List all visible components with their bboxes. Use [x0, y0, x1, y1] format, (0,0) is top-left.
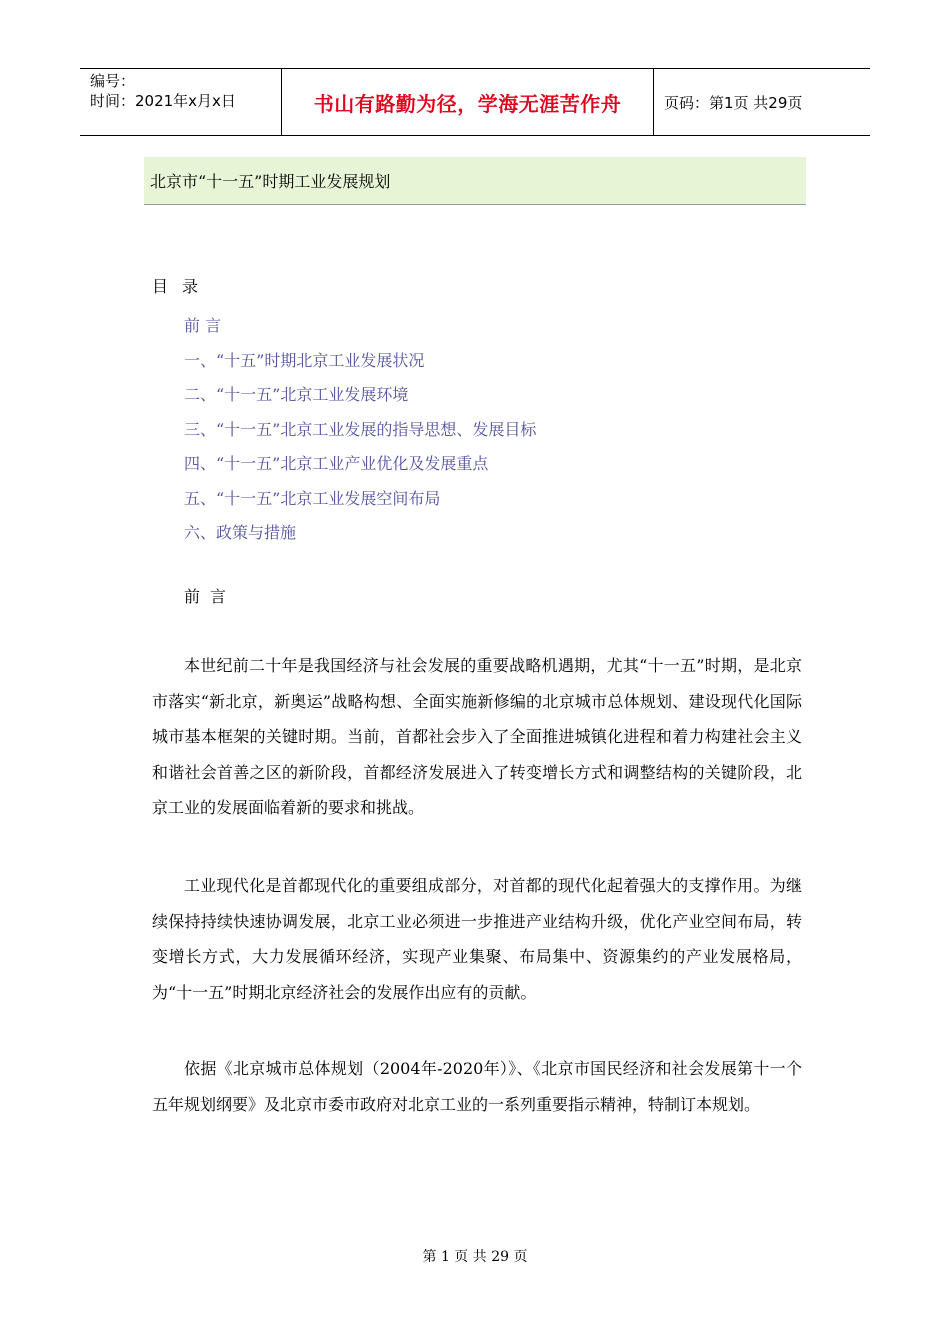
page-info-text: 页码：第1页 共29页: [664, 93, 803, 112]
document-title: [144, 157, 806, 205]
toc-item-5[interactable]: 五、“十一五”北京工业发展空间布局: [184, 488, 441, 508]
preface-heading: 前言: [184, 587, 237, 606]
toc-item-preface[interactable]: 前 言: [184, 316, 222, 335]
number-label: 编号：: [90, 72, 136, 90]
toc-item-1[interactable]: 一、“十五”时期北京工业发展状况: [184, 350, 425, 370]
header-motto-cell: [282, 69, 654, 135]
preface-paragraph: 工业现代化是首都现代化的重要组成部分，对首都的现代化起着强大的支撑作用。为继续保持持续快速协调发展，北京工业必须进一步推进产业结构升级，优化产业空间布局，转变增长方式，大力发展循环经济，实现产业集聚、布局集中、资源集约的产业发展格局，为“十一五”时期北京经济社会的发展作出应有的贡献。: [152, 876, 802, 1002]
page-footer: 第 1 页 共 29 页: [422, 1249, 528, 1265]
toc-heading: 目录: [152, 277, 213, 296]
document-title-text: 北京市“十一五”时期工业发展规划: [150, 172, 391, 191]
preface-paragraph: 本世纪前二十年是我国经济与社会发展的重要战略机遇期，尤其“十一五”时期，是北京市落实“新北京，新奥运”战略构想、全面实施新修编的北京城市总体规划、建设现代化国际城市基本框架的关键时期。当前，首都社会步入了全面推进城镇化进程和着力构建社会主义和谐社会首善之区的新阶段，首都经济发展进入了转变增长方式和调整结构的关键阶段，北京工业的发展面临着新的要求和挑战。: [152, 656, 802, 817]
motto-text: 书山有路勤为径，学海无涯苦作舟: [313, 91, 622, 116]
toc-item-4[interactable]: 四、“十一五”北京工业产业优化及发展重点: [184, 454, 489, 473]
preface-paragraph: 依据《北京城市总体规划（2004年-2020年）》、《北京市国民经济和社会发展第十一个五年规划纲要》及北京市委市政府对北京工业的一系列重要指示精神，特制订本规划。: [152, 1059, 802, 1114]
toc-item-6[interactable]: 六、政策与措施: [184, 523, 297, 542]
toc-item-3[interactable]: 三、“十一五”北京工业发展的指导思想、发展目标: [184, 419, 537, 439]
page-header: [80, 68, 870, 136]
header-page-info: [654, 69, 870, 135]
table-of-contents: [184, 309, 536, 551]
time-label: 时间：2021年x月x日: [90, 92, 236, 110]
toc-item-2[interactable]: 二、“十一五”北京工业发展环境: [184, 385, 409, 404]
header-meta: [80, 69, 282, 135]
